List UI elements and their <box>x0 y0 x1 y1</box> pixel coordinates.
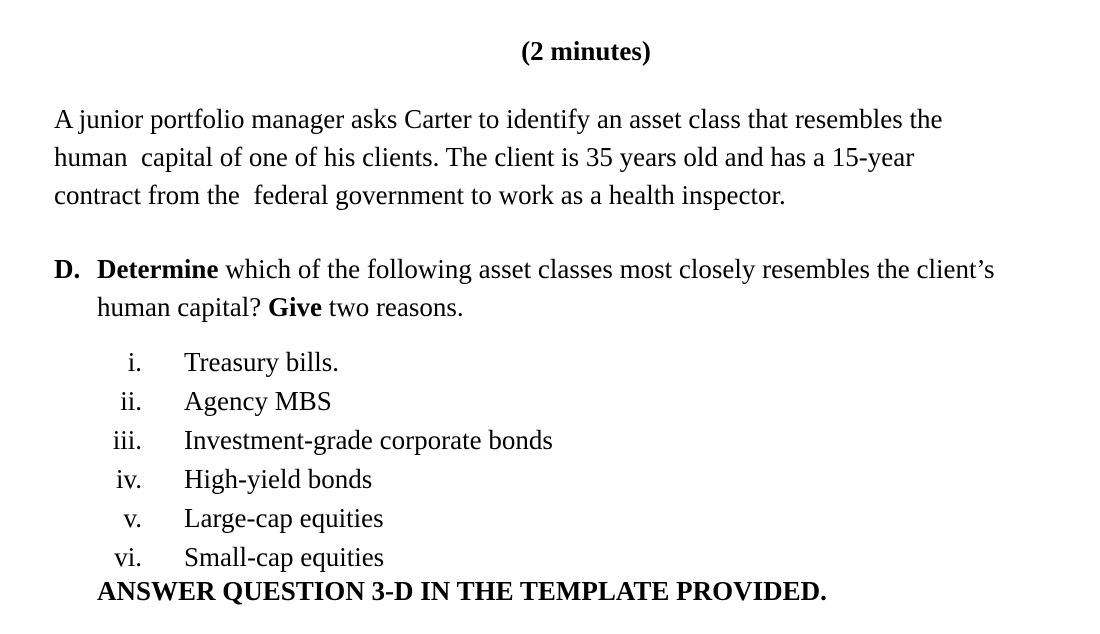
scenario-paragraph <box>54 100 1064 214</box>
question-verb-determine: Determine <box>97 254 219 284</box>
scenario-line: human capital of one of his clients. The client is 35 years old and has a 15-year <box>54 142 915 172</box>
option-item <box>96 460 373 499</box>
question-d <box>54 250 1084 326</box>
option-number: iii. <box>112 425 142 455</box>
answer-instruction: ANSWER QUESTION 3-D IN THE TEMPLATE PROVIDED. <box>97 576 827 606</box>
question-line <box>97 250 1084 288</box>
option-text: High-yield bonds <box>184 464 373 494</box>
scenario-line: contract from the federal government to work as a health inspector. <box>54 180 786 210</box>
question-line <box>97 288 1084 326</box>
question-text <box>97 250 1084 326</box>
option-number: v. <box>123 503 142 533</box>
scenario-line: A junior portfolio manager asks Carter to identify an asset class that resembles the <box>54 104 943 134</box>
option-text: Treasury bills. <box>184 347 340 377</box>
time-allotment: (2 minutes) <box>521 36 651 66</box>
question-verb-give: Give <box>267 292 322 322</box>
option-number: iv. <box>116 464 142 494</box>
option-text: Agency MBS <box>184 386 332 416</box>
asset-class-options <box>96 343 553 577</box>
option-text: Investment-grade corporate bonds <box>184 425 553 455</box>
option-text: Large-cap equities <box>184 503 384 533</box>
option-number: vi. <box>114 542 142 572</box>
option-number: i. <box>127 347 142 377</box>
option-item <box>96 538 385 577</box>
question-text-part: which of the following asset classes most closely resembles the client’s <box>218 254 995 284</box>
option-item <box>96 421 553 460</box>
question-text-part: human capital? <box>97 292 268 322</box>
option-item <box>96 382 332 421</box>
option-text: Small-cap equities <box>184 542 385 572</box>
option-number: ii. <box>120 386 142 416</box>
option-item <box>96 499 384 538</box>
question-letter: D. <box>54 254 81 284</box>
question-text-part: two reasons. <box>321 292 464 322</box>
option-item <box>96 343 340 382</box>
